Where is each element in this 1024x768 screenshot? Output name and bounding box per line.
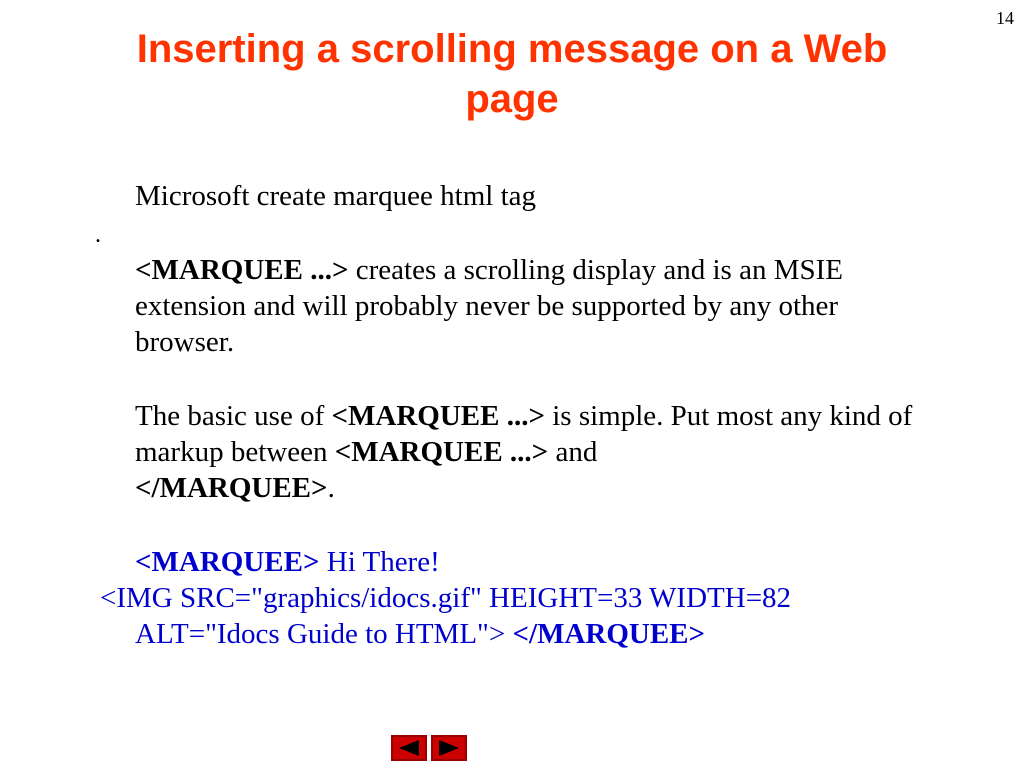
code-close-tag: </MARQUEE> <box>512 618 706 650</box>
basic-use-text-3: and <box>548 436 598 468</box>
previous-slide-button[interactable] <box>391 735 427 761</box>
right-arrow-icon <box>437 739 461 757</box>
paragraph-intro: Microsoft create marquee html tag <box>135 180 537 212</box>
next-slide-button[interactable] <box>431 735 467 761</box>
code-open-tag: <MARQUEE> <box>135 546 320 578</box>
code-line-2: <IMG SRC="graphics/idocs.gif" HEIGHT=33 WIDTH=82 <box>100 582 792 614</box>
basic-use-text-4: . <box>327 472 335 504</box>
marquee-description-text: creates a scrolling display and is an MSIE extension and will probably never be supported by any other browser. <box>135 254 843 358</box>
basic-use-text-2: is simple. Put most any kind of markup between <box>135 400 913 468</box>
left-arrow-icon <box>397 739 421 757</box>
code-line-3 <box>100 616 940 652</box>
bullet-dot: . <box>95 222 101 248</box>
paragraph-marquee-description <box>135 252 935 360</box>
code-line-3-text: ALT="Idocs Guide to HTML"> <box>135 618 513 650</box>
code-line-1 <box>100 544 940 580</box>
paragraph-basic-use <box>135 398 935 506</box>
basic-use-tag-3: </MARQUEE> <box>135 472 328 504</box>
code-line-1-text: Hi There! <box>319 546 440 578</box>
marquee-tag-text: <MARQUEE ...> <box>135 254 349 286</box>
basic-use-tag-2: <MARQUEE ...> <box>334 436 549 468</box>
code-example <box>100 544 940 652</box>
slide-navigation <box>391 735 467 761</box>
slide-title: Inserting a scrolling message on a Web page <box>136 27 888 121</box>
basic-use-tag-1: <MARQUEE ...> <box>331 400 545 432</box>
slide-number: 14 <box>996 8 1014 28</box>
basic-use-text-1: The basic use of <box>135 400 332 432</box>
